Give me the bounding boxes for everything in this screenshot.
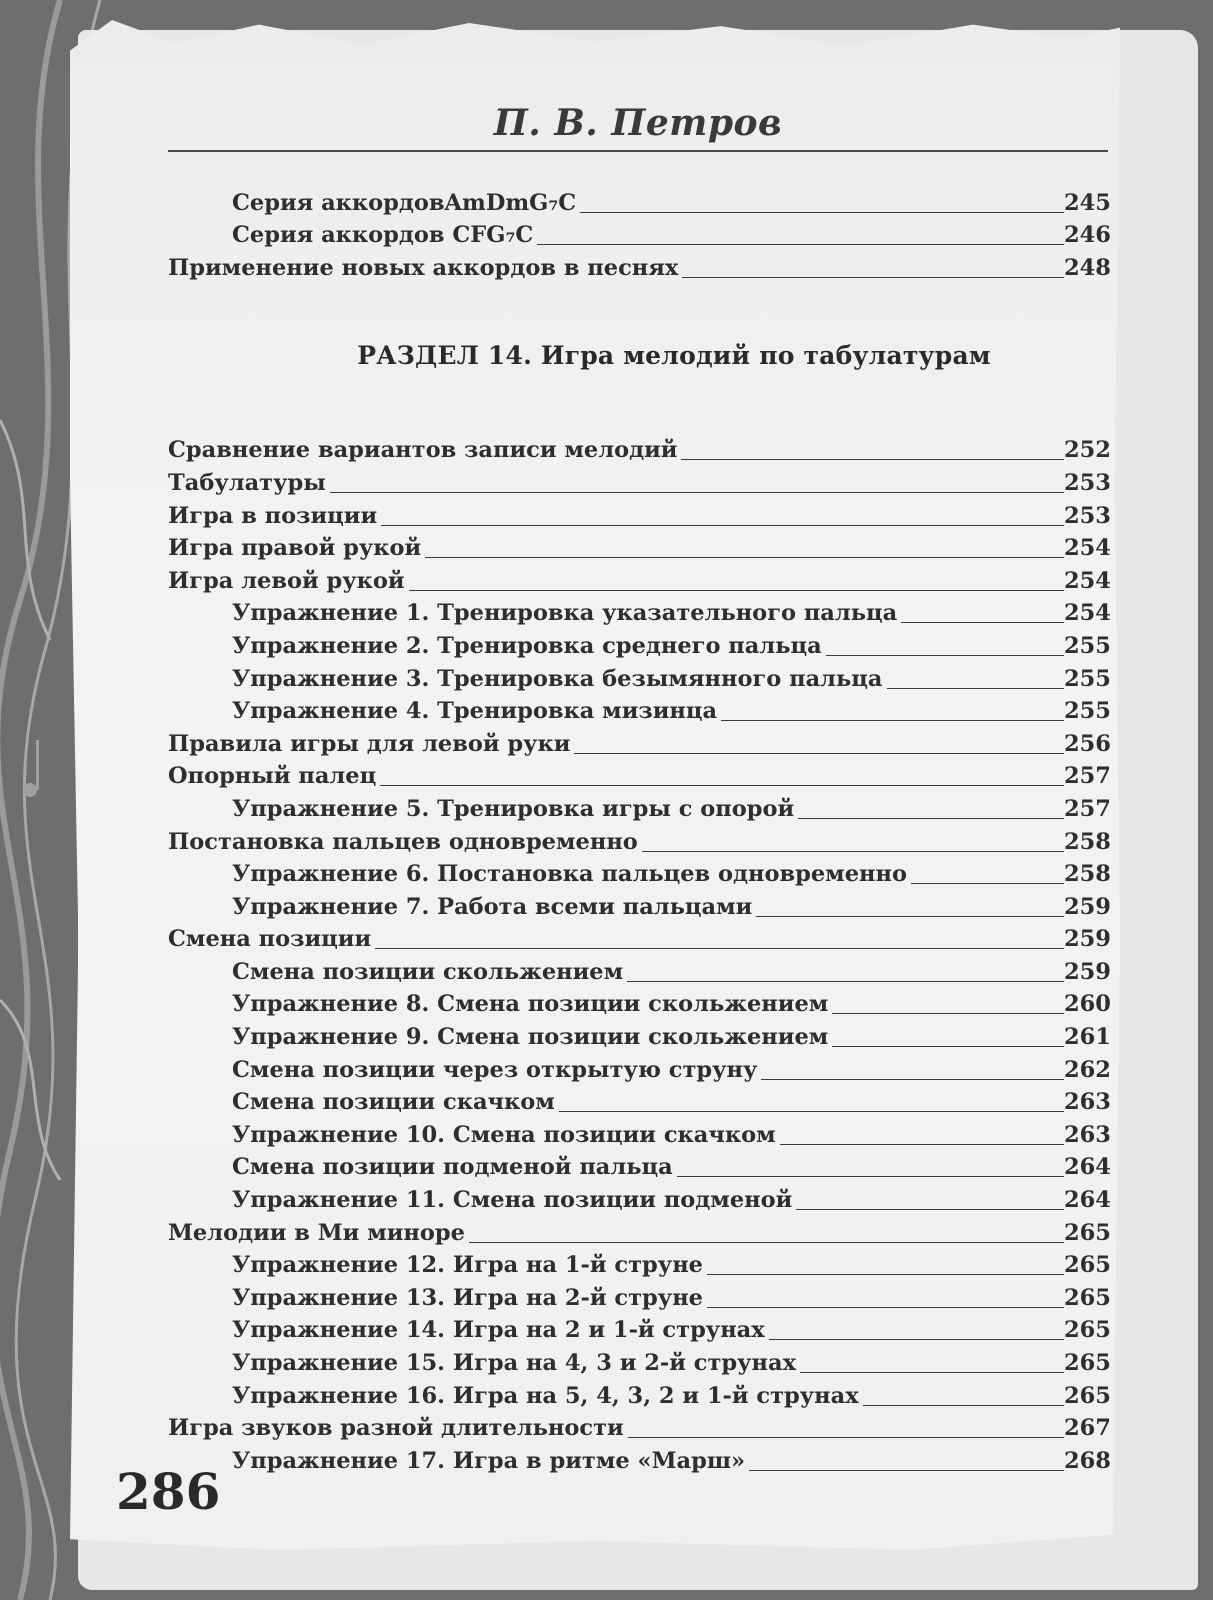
toc-leader-line (375, 948, 1064, 949)
toc-entry (168, 1180, 1110, 1213)
toc-entry (168, 1083, 1110, 1116)
toc-entry (168, 659, 1110, 692)
toc-entry (168, 626, 1110, 659)
toc-entry (168, 692, 1110, 725)
toc-leader-line (537, 244, 1064, 245)
toc-entry-page: 256 (1064, 730, 1111, 757)
toc-entry-page: 264 (1064, 1187, 1111, 1214)
toc-entry-page: 260 (1064, 991, 1111, 1018)
toc-entry (168, 1213, 1110, 1246)
toc-entry-page: 265 (1064, 1382, 1111, 1409)
toc-entry (168, 822, 1110, 855)
toc-entry-page: 265 (1064, 1252, 1111, 1279)
running-header (168, 102, 1108, 152)
toc-entry (168, 724, 1110, 757)
toc-entry-title: Упражнение 17. Игра в ритме «Марш» (232, 1447, 746, 1474)
toc-entry-title: Игра звуков разной длительности (168, 1415, 624, 1442)
toc-entry (168, 1343, 1110, 1376)
toc-entry-title: Упражнение 10. Смена позиции скачком (232, 1121, 776, 1148)
toc-leader-line (769, 1339, 1064, 1340)
toc-entry-page: 252 (1064, 437, 1111, 464)
toc-entry (168, 496, 1110, 529)
toc-entry-page: 257 (1064, 795, 1111, 822)
toc-entry-page: 268 (1064, 1447, 1111, 1474)
toc-group-previous-section (168, 183, 1110, 281)
toc-entry-page: 264 (1064, 1154, 1111, 1181)
toc-leader-line (800, 1372, 1064, 1373)
toc-leader-line (749, 1470, 1064, 1471)
toc-entry-title: Применение новых аккордов в песнях (168, 254, 679, 281)
toc-entry-title: Постановка пальцев одновременно (168, 828, 638, 855)
toc-entry (168, 529, 1110, 562)
toc-leader-line (832, 1046, 1064, 1047)
toc-leader-line (832, 1013, 1064, 1014)
toc-leader-line (826, 655, 1064, 656)
toc-leader-line (911, 883, 1064, 884)
toc-entry-title: Упражнение 4. Тренировка мизинца (232, 698, 718, 725)
toc-entry-page: 258 (1064, 861, 1111, 888)
toc-entry-page: 245 (1064, 189, 1111, 216)
toc-entry (168, 1409, 1110, 1442)
toc-entry-title: Игра в позиции (168, 502, 378, 529)
toc-entry-page: 261 (1064, 1024, 1111, 1051)
toc-entry (168, 757, 1110, 790)
toc-entry-title: Упражнение 5. Тренировка игры с опорой (232, 795, 795, 822)
toc-leader-line (707, 1307, 1064, 1308)
toc-leader-line (887, 688, 1064, 689)
toc-entry (168, 855, 1110, 888)
toc-entry-title: Упражнение 2. Тренировка среднего пальца (232, 632, 822, 659)
toc-leader-line (798, 818, 1064, 819)
toc-entry-title: Упражнение 14. Игра на 2 и 1-й струнах (232, 1317, 765, 1344)
toc-entry-title: Упражнение 11. Смена позиции подменой (232, 1187, 793, 1214)
toc-leader-line (677, 1176, 1064, 1177)
toc-entry-title: Смена позиции подменой пальца (232, 1154, 673, 1181)
toc-entry (168, 952, 1110, 985)
toc-leader-line (580, 212, 1064, 213)
toc-entry (168, 1017, 1110, 1050)
toc-entry-title: Серия аккордов CFG₇C (232, 222, 534, 249)
toc-leader-line (409, 590, 1064, 591)
toc-entry-title: Смена позиции скачком (232, 1089, 555, 1116)
toc-leader-line (381, 525, 1064, 526)
toc-leader-line (574, 753, 1064, 754)
toc-leader-line (721, 720, 1064, 721)
toc-entry-page: 253 (1064, 469, 1111, 496)
toc-entry (168, 594, 1110, 627)
toc-entry-page: 255 (1064, 698, 1111, 725)
toc-leader-line (628, 1437, 1064, 1438)
toc-entry-page: 262 (1064, 1056, 1111, 1083)
toc-leader-line (627, 981, 1064, 982)
toc-leader-line (756, 916, 1064, 917)
toc-entry-title: Игра правой рукой (168, 535, 422, 562)
toc-entry-title: Игра левой рукой (168, 567, 405, 594)
toc-entry-title: Опорный палец (168, 763, 377, 790)
toc-entry-page: 255 (1064, 665, 1111, 692)
page-number: 286 (116, 1462, 221, 1521)
toc-entry-page: 265 (1064, 1317, 1111, 1344)
toc-leader-line (559, 1111, 1064, 1112)
toc-entry-page: 259 (1064, 958, 1111, 985)
toc-entry-title: Упражнение 1. Тренировка указательного пальца (232, 600, 898, 627)
toc-leader-line (682, 277, 1064, 278)
toc-entry-title: Сравнение вариантов записи мелодий (168, 437, 678, 464)
toc-entry-page: 253 (1064, 502, 1111, 529)
toc-entry-page: 254 (1064, 567, 1111, 594)
toc-leader-line (330, 492, 1064, 493)
toc-entry-title: Упражнение 16. Игра на 5, 4, 3, 2 и 1-й струнах (232, 1382, 859, 1409)
toc-entry-title: Смена позиции (168, 926, 372, 953)
toc-entry-title: Упражнение 8. Смена позиции скольжением (232, 991, 829, 1018)
toc-entry (168, 1311, 1110, 1344)
toc-entry-title: Упражнение 6. Постановка пальцев одновременно (232, 861, 907, 888)
toc-entry-title: Серия аккордовAmDmG₇C (232, 189, 577, 216)
toc-entry-page: 257 (1064, 763, 1111, 790)
toc-entry-page: 254 (1064, 600, 1111, 627)
toc-entry-title: Табулатуры (168, 469, 326, 496)
toc-entry-page: 259 (1064, 926, 1111, 953)
toc-entry-title: Упражнение 9. Смена позиции скольжением (232, 1024, 829, 1051)
table-of-contents (168, 183, 1110, 1474)
toc-entry (168, 1278, 1110, 1311)
toc-entry-title: Правила игры для левой руки (168, 730, 571, 757)
toc-entry-title: Упражнение 12. Игра на 1-й струне (232, 1252, 703, 1279)
toc-entry (168, 920, 1110, 953)
toc-entry-page: 263 (1064, 1089, 1111, 1116)
toc-entry (168, 1148, 1110, 1181)
toc-entry-page: 265 (1064, 1219, 1111, 1246)
author-name: П. В. Петров (493, 102, 783, 144)
toc-entry (168, 183, 1110, 216)
toc-leader-line (469, 1242, 1064, 1243)
toc-leader-line (425, 557, 1064, 558)
toc-entry (168, 1050, 1110, 1083)
toc-entry-title: Смена позиции через открытую струну (232, 1056, 758, 1083)
toc-entry-page: 265 (1064, 1350, 1111, 1376)
toc-leader-line (863, 1405, 1064, 1406)
toc-leader-line (901, 622, 1064, 623)
section-heading: РАЗДЕЛ 14. Игра мелодий по табулатурам (357, 340, 991, 370)
toc-entry-page: 254 (1064, 535, 1111, 562)
toc-leader-line (642, 851, 1064, 852)
toc-entry-title: Упражнение 13. Игра на 2-й струне (232, 1284, 703, 1311)
toc-leader-line (780, 1144, 1064, 1145)
toc-entry-page: 246 (1064, 222, 1111, 249)
toc-entry (168, 789, 1110, 822)
toc-entry-page: 263 (1064, 1121, 1111, 1148)
toc-entry (168, 248, 1110, 281)
toc-entry-page: 267 (1064, 1415, 1111, 1442)
toc-entry-page: 248 (1064, 254, 1111, 281)
toc-group-section-14 (168, 431, 1110, 1474)
toc-entry-title: Упражнение 7. Работа всеми пальцами (232, 893, 753, 920)
toc-entry (168, 1376, 1110, 1409)
toc-entry-page: 265 (1064, 1284, 1111, 1311)
toc-leader-line (761, 1079, 1064, 1080)
toc-entry-page: 259 (1064, 893, 1111, 920)
toc-entry-title: Смена позиции скольжением (232, 958, 624, 985)
toc-entry (168, 1115, 1110, 1148)
toc-entry (168, 887, 1110, 920)
toc-entry (168, 1246, 1110, 1279)
toc-leader-line (707, 1274, 1064, 1275)
toc-entry (168, 561, 1110, 594)
toc-entry (168, 431, 1110, 464)
toc-leader-line (681, 459, 1064, 460)
toc-entry-title: Упражнение 3. Тренировка безымянного пальца (232, 665, 883, 692)
toc-entry (168, 1441, 1110, 1474)
toc-entry-page: 255 (1064, 632, 1111, 659)
toc-entry-title: Упражнение 15. Игра на 4, 3 и 2-й струнах (232, 1350, 796, 1376)
toc-leader-line (796, 1209, 1064, 1210)
toc-entry-title: Мелодии в Ми миноре (168, 1219, 465, 1246)
toc-leader-line (380, 785, 1064, 786)
toc-entry (168, 985, 1110, 1018)
toc-entry (168, 463, 1110, 496)
toc-entry (168, 216, 1110, 249)
toc-entry-page: 258 (1064, 828, 1111, 855)
